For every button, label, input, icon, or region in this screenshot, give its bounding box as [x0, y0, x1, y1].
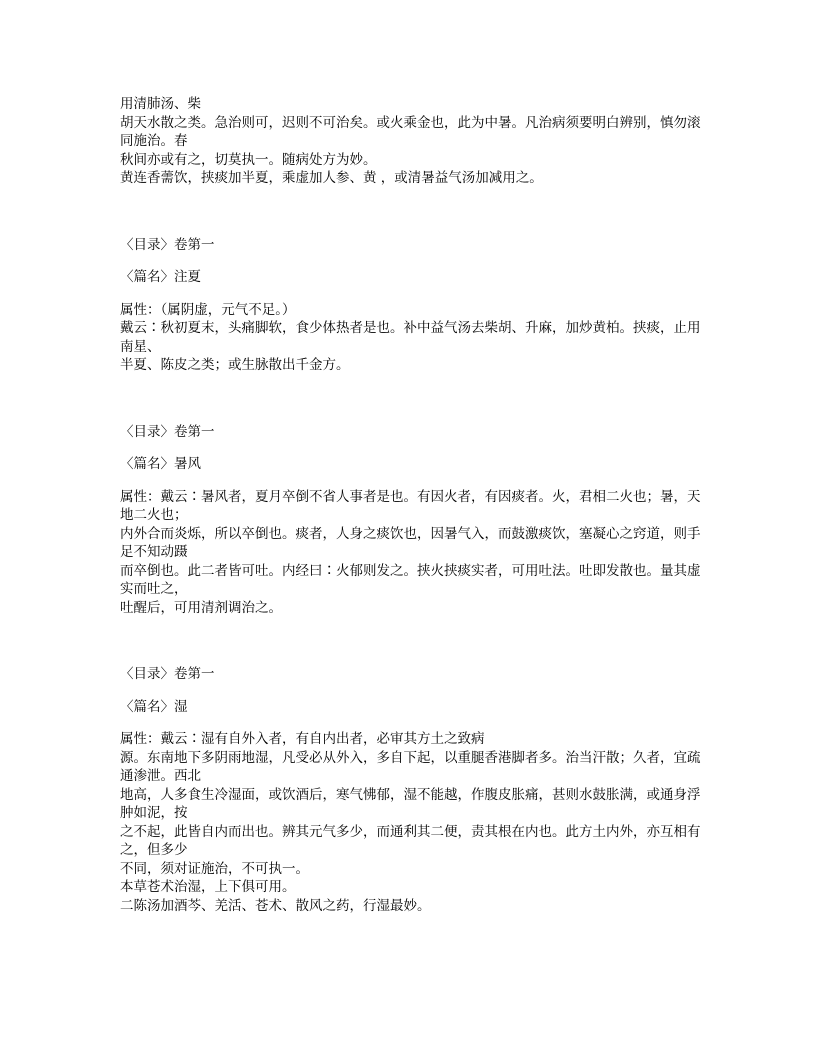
text-line: 源。东南地下多阴雨地湿，凡受必从外入，多自下起，以重腿香港脚者多。治当汗散；久者，宜疏通渗泄。西北	[120, 749, 701, 784]
section-title: 〈篇名〉暑风	[120, 456, 201, 472]
text-line: 不同，须对证施治，不可执一。	[120, 860, 309, 877]
text-line: 之不起，此皆自内而出也。辨其元气多少，而通利其二便，责其根在内也。此方土内外，亦互相有之，但多少	[120, 823, 701, 858]
text-line: 半夏、陈皮之类；或生脉散出千金方。	[120, 357, 350, 373]
toc-label: 〈目录〉卷第一	[120, 423, 215, 440]
text-line: 属性：（属阴虚，元气不足。）	[120, 301, 296, 318]
section-zhu-xia	[120, 236, 705, 375]
text-line: 属性：戴云∶暑风者，夏月卒倒不省人事者是也。有因火者，有因痰者。火，君相二火也；暑，天地二火也；	[120, 488, 701, 523]
text-line: 本草苍术治湿，上下俱可用。	[120, 879, 296, 895]
text-line: 胡天水散之类。急治则可，迟则不可治矣。或火乘金也，此为中暑。凡治病须要明白辨别，慎勿滚同施治。春	[120, 114, 701, 149]
section-title: 〈篇名〉湿	[120, 698, 188, 715]
text-line: 属性：戴云∶湿有自外入者，有自内出者，必审其方土之致病	[120, 731, 485, 747]
text-line: 秋间亦或有之，切莫执一。随病处方为妙。	[120, 151, 377, 168]
text-line: 黄连香薷饮，挟痰加半夏，乘虚加人参、黄 ，或清暑益气汤加减用之。	[120, 170, 543, 186]
text-line: 地高，人多食生冷湿面，或饮酒后，寒气怫郁，湿不能越，作腹皮胀痛，甚则水鼓胀满，或通身浮肿如泥，按	[120, 786, 701, 821]
section-shi	[120, 665, 705, 915]
text-line: 戴云∶秋初夏末，头痛脚软，食少体热者是也。补中益气汤去柴胡、升麻，加炒黄柏。挟痰，止用南星、	[120, 320, 701, 355]
toc-label: 〈目录〉卷第一	[120, 236, 215, 253]
section-title: 〈篇名〉注夏	[120, 269, 201, 285]
text-line: 二陈汤加酒芩、羌活、苍术、散风之药，行湿最妙。	[120, 897, 431, 914]
text-line: 而卒倒也。此二者皆可吐。内经曰∶火郁则发之。挟火挟痰实者，可用吐法。吐即发散也。量其虚实而吐之，	[120, 562, 701, 597]
section-shu-feng	[120, 423, 705, 618]
document-page	[120, 95, 705, 915]
continuation-paragraph	[120, 95, 705, 188]
text-line: 用清肺汤、柴	[120, 96, 201, 112]
text-line: 吐醒后，可用清剂调治之。	[120, 599, 282, 616]
toc-label: 〈目录〉卷第一	[120, 666, 215, 682]
text-line: 内外合而炎烁，所以卒倒也。痰者，人身之痰饮也，因暑气入，而鼓激痰饮，塞凝心之窍道，则手足不知动蹑	[120, 525, 701, 560]
